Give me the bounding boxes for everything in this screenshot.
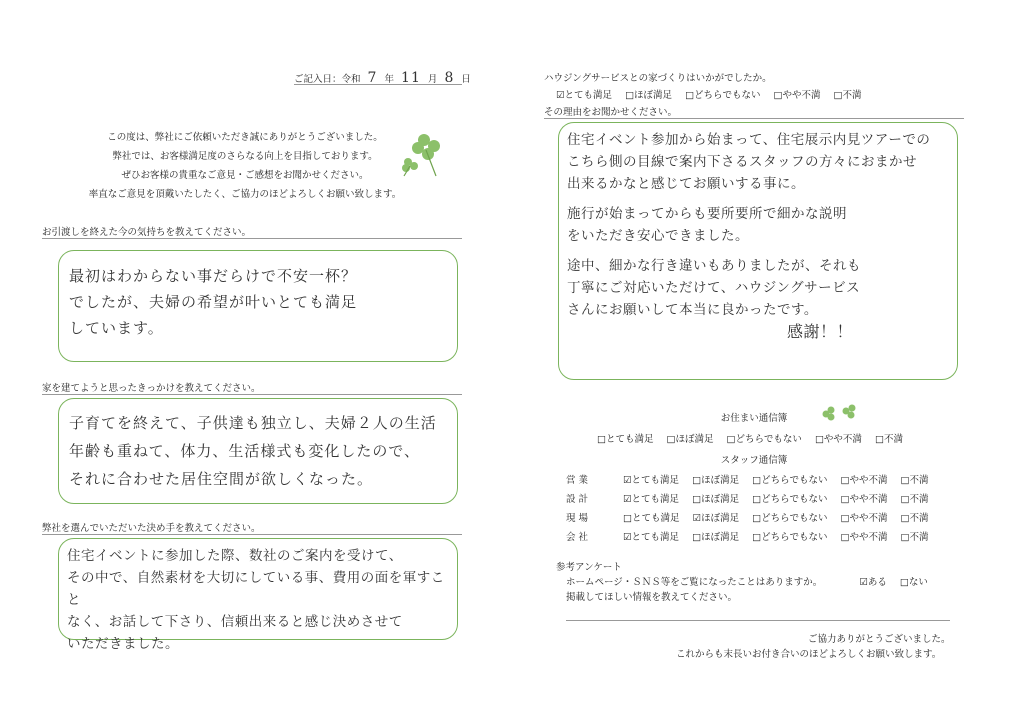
answer-line: その中で、自然素材を大切にしている事、費用の面を軍すこと (67, 570, 445, 608)
date-day-unit: 日 (461, 74, 471, 85)
answer-line: 出来るかなと感じてお願いする事に。 (567, 176, 805, 192)
q1-answer-box (58, 250, 458, 362)
answer-line: 最初はわからない事だらけで不安一杯？ (69, 267, 358, 285)
option-mostly-satisfied[interactable]: ☑ほぼ満足 (692, 513, 740, 524)
row-label: 会社 (566, 532, 592, 543)
option-neutral[interactable]: □どちらでもない (726, 434, 802, 445)
staff-title: スタッフ通信簿 (720, 455, 788, 466)
option-dissatisfied[interactable]: □不満 (900, 532, 929, 543)
option-somewhat-dissatisfied[interactable]: □やや不満 (840, 532, 888, 543)
option-neutral[interactable]: □どちらでもない (752, 475, 828, 486)
option-neutral[interactable]: □どちらでもない (685, 90, 761, 101)
option-very-satisfied[interactable]: ☑とても満足 (556, 90, 613, 101)
hp-question: ホームページ・ＳＮＳ等をご覧になったことはありますか。 (566, 577, 823, 588)
intro-line: ぜひお客様の貴重なご意見・ご感想をお聞かせください。 (121, 170, 369, 181)
hp-no-option[interactable]: □ない (899, 577, 928, 588)
living-title: お住まい通信簿 (720, 413, 788, 424)
date-prefix: ご記入日：令和 (294, 74, 361, 85)
q2-answer (69, 409, 437, 493)
footer-closing: これからも末長いお付き合いのほどよろしくお願い致します。 (676, 649, 942, 660)
option-very-satisfied[interactable]: ☑とても満足 (623, 494, 680, 505)
answer-line: 子育てを終えて、子供達も独立し、夫婦２人の生活 (69, 414, 437, 432)
option-neutral[interactable]: □どちらでもない (752, 532, 828, 543)
q1-label: お引渡しを終えた今の気持ちを教えてください。 (42, 227, 252, 238)
answer-line: 感謝！！ (787, 322, 854, 341)
q1-rule (42, 238, 462, 239)
q3-answer (67, 545, 457, 655)
hp-yes-option[interactable]: ☑ある (859, 577, 887, 588)
intro-line: 弊社では、お客様満足度のさらなる向上を目指しております。 (112, 151, 378, 162)
intro-text (40, 128, 450, 204)
answer-line: 丁寧にご対応いただけて、ハウジングサービス (567, 280, 861, 296)
answer-line: 施行が始まってからも要所要所で細かな説明 (567, 206, 847, 222)
answer-line: なく、お話して下さり、信頼出来ると感じ決めさせて (67, 614, 403, 630)
answer-line: こちら側の目線で案内下さるスタッフの方々におまかせ (567, 154, 917, 170)
staff-row-design (566, 491, 939, 505)
q3-rule (42, 534, 462, 535)
answer-line: 住宅イベント参加から始まって、住宅展示内見ツアーでの (567, 132, 931, 148)
option-dissatisfied[interactable]: □不満 (900, 513, 929, 524)
q2-answer-box (58, 398, 458, 504)
answer-line: でしたが、夫婦の希望が叶いとても満足 (69, 293, 358, 311)
option-very-satisfied[interactable]: □とても満足 (597, 434, 654, 445)
option-very-satisfied[interactable]: ☑とても満足 (623, 475, 680, 486)
answer-line: 住宅イベントに参加した際、数社のご案内を受けて、 (67, 548, 403, 564)
answer-line: 途中、細かな行き違いもありましたが、それも (567, 258, 861, 274)
answer-line: をいただき安心できました。 (567, 228, 749, 244)
option-very-satisfied[interactable]: □とても満足 (623, 513, 680, 524)
option-dissatisfied[interactable]: □不満 (900, 475, 929, 486)
q1-answer (69, 263, 357, 341)
date-year-unit: 年 (384, 74, 395, 85)
date-month: 11 (401, 70, 421, 86)
reason-answer (567, 129, 930, 343)
reason-label: その理由をお聞かせください。 (544, 107, 678, 118)
row-label: 現場 (566, 513, 592, 524)
option-somewhat-dissatisfied[interactable]: □やや不満 (840, 513, 888, 524)
hp-question-row (566, 574, 938, 588)
option-dissatisfied[interactable]: □不満 (874, 434, 903, 445)
staff-row-company (566, 529, 939, 543)
satisfaction-options (556, 87, 872, 101)
reason-answer-box (558, 122, 958, 380)
row-label: 営業 (566, 475, 592, 486)
survey-title: 参考アンケート (556, 562, 622, 573)
info-answer-line (566, 620, 950, 621)
living-options (597, 431, 913, 445)
option-somewhat-dissatisfied[interactable]: □やや不満 (840, 475, 888, 486)
answer-line: さんにお願いして本当に良かったです。 (567, 302, 818, 318)
footer-thanks: ご協力ありがとうございました。 (808, 634, 951, 645)
option-mostly-satisfied[interactable]: □ほぼ満足 (625, 90, 673, 101)
date-underline (294, 84, 462, 85)
option-neutral[interactable]: □どちらでもない (752, 513, 828, 524)
option-somewhat-dissatisfied[interactable]: □やや不満 (773, 90, 821, 101)
option-mostly-satisfied[interactable]: □ほぼ満足 (692, 475, 740, 486)
answer-line: しています。 (69, 319, 164, 337)
staff-row-sales (566, 472, 939, 486)
date-year: 7 (367, 70, 378, 86)
staff-row-site (566, 510, 939, 524)
option-somewhat-dissatisfied[interactable]: □やや不満 (840, 494, 888, 505)
option-dissatisfied[interactable]: □不満 (833, 90, 862, 101)
q2-label: 家を建てようと思ったきっかけを教えてください。 (42, 383, 261, 394)
clover-icon (398, 130, 448, 180)
option-neutral[interactable]: □どちらでもない (752, 494, 828, 505)
answer-line: 年齢も重ねて、体力、生活様式も変化したので、 (69, 442, 421, 460)
option-dissatisfied[interactable]: □不満 (900, 494, 929, 505)
option-mostly-satisfied[interactable]: □ほぼ満足 (692, 532, 740, 543)
option-mostly-satisfied[interactable]: □ほぼ満足 (692, 494, 740, 505)
satisfaction-question: ハウジングサービスとの家づくりはいかがでしたか。 (544, 73, 772, 84)
info-question: 掲載してほしい情報を教えてください。 (566, 592, 738, 603)
q2-rule (42, 394, 462, 395)
answer-line: いただきました。 (67, 636, 179, 652)
date-day: 8 (444, 70, 455, 86)
reason-rule (544, 118, 964, 119)
answer-line: それに合わせた居住空間が欲しくなった。 (69, 470, 374, 488)
q3-answer-box (58, 538, 458, 652)
option-very-satisfied[interactable]: ☑とても満足 (623, 532, 680, 543)
intro-line: この度は、弊社にご依頼いただき誠にありがとうございました。 (107, 132, 383, 143)
date-month-unit: 月 (427, 74, 438, 85)
option-somewhat-dissatisfied[interactable]: □やや不満 (814, 434, 862, 445)
intro-line: 率直なご意見を頂戴いたしたく、ご協力のほどよろしくお願い致します。 (88, 189, 402, 200)
q3-label: 弊社を選んでいただいた決め手を教えてください。 (42, 523, 261, 534)
row-label: 設計 (566, 494, 592, 505)
option-mostly-satisfied[interactable]: □ほぼ満足 (666, 434, 714, 445)
